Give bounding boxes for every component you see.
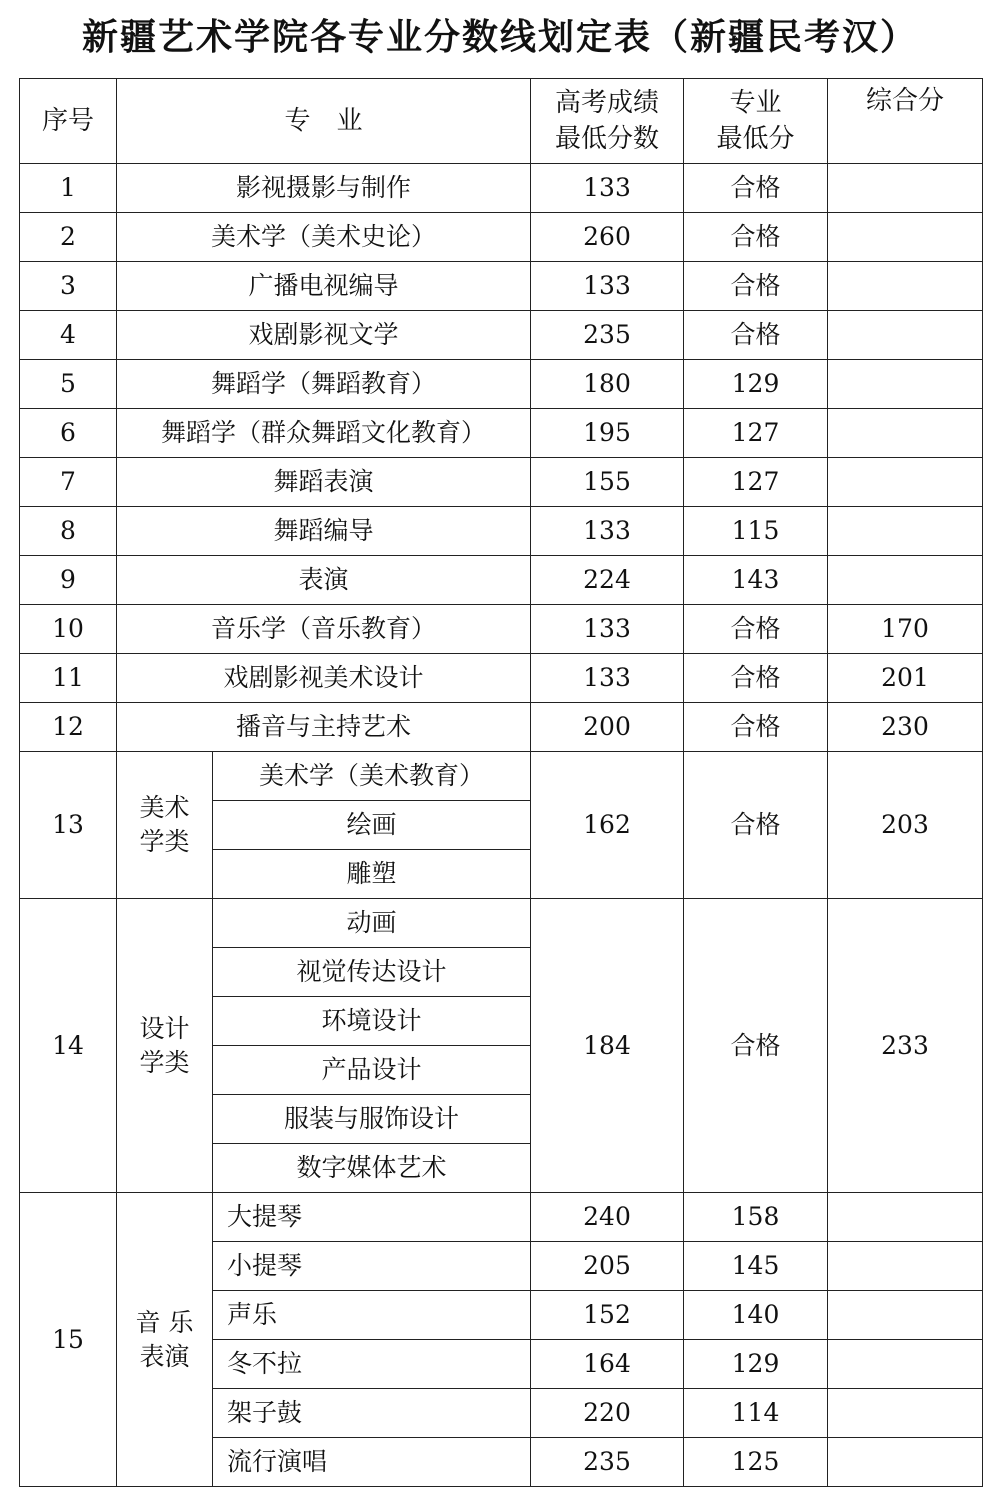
score-table xyxy=(19,78,983,1487)
group-14-index: 14 xyxy=(20,899,117,1193)
row-composite-score xyxy=(828,164,983,213)
row-index: 3 xyxy=(20,262,117,311)
row-professional-score: 127 xyxy=(684,458,828,507)
group-13-major: 美术学（美术教育） xyxy=(213,752,531,801)
row-composite-score: 230 xyxy=(828,703,983,752)
group-15-gaokao-score: 240 xyxy=(531,1193,684,1242)
group-15-category-line1: 音 乐 xyxy=(135,1307,194,1337)
group-13-row xyxy=(20,752,983,801)
row-major: 舞蹈编导 xyxy=(117,507,531,556)
group-15-professional-score: 140 xyxy=(684,1291,828,1340)
group-15-gaokao-score: 235 xyxy=(531,1438,684,1487)
group-13-gaokao-score: 162 xyxy=(531,752,684,899)
row-composite-score xyxy=(828,409,983,458)
row-composite-score xyxy=(828,360,983,409)
group-15-gaokao-score: 205 xyxy=(531,1242,684,1291)
table-row xyxy=(20,213,983,262)
group-15-major: 大提琴 xyxy=(213,1193,531,1242)
row-index: 8 xyxy=(20,507,117,556)
row-index: 7 xyxy=(20,458,117,507)
row-composite-score: 201 xyxy=(828,654,983,703)
header-professional-line1: 专业 xyxy=(729,88,782,118)
row-gaokao-score: 180 xyxy=(531,360,684,409)
row-gaokao-score: 155 xyxy=(531,458,684,507)
group-15-professional-score: 114 xyxy=(684,1389,828,1438)
row-composite-score xyxy=(828,556,983,605)
row-major: 戏剧影视文学 xyxy=(117,311,531,360)
row-composite-score xyxy=(828,458,983,507)
group-15-composite-score xyxy=(828,1389,983,1438)
row-professional-score: 115 xyxy=(684,507,828,556)
row-gaokao-score: 224 xyxy=(531,556,684,605)
row-gaokao-score: 133 xyxy=(531,262,684,311)
group-14-row xyxy=(20,899,983,948)
group-13-composite-score: 203 xyxy=(828,752,983,899)
table-row xyxy=(20,458,983,507)
row-index: 10 xyxy=(20,605,117,654)
row-professional-score: 129 xyxy=(684,360,828,409)
row-index: 1 xyxy=(20,164,117,213)
header-professional xyxy=(684,79,828,164)
group-14-gaokao-score: 184 xyxy=(531,899,684,1193)
table-row xyxy=(20,409,983,458)
group-15-row xyxy=(20,1193,983,1242)
group-14-major: 动画 xyxy=(213,899,531,948)
group-13-major: 雕塑 xyxy=(213,850,531,899)
row-professional-score: 合格 xyxy=(684,605,828,654)
row-major: 美术学（美术史论） xyxy=(117,213,531,262)
group-15-gaokao-score: 220 xyxy=(531,1389,684,1438)
row-index: 11 xyxy=(20,654,117,703)
group-14-category-line2: 学类 xyxy=(139,1047,190,1077)
group-14-category xyxy=(117,899,213,1193)
row-professional-score: 合格 xyxy=(684,703,828,752)
header-gaokao-line1: 高考成绩 xyxy=(555,88,660,118)
group-14-major: 视觉传达设计 xyxy=(213,948,531,997)
header-gaokao-line2: 最低分数 xyxy=(555,124,660,154)
row-index: 12 xyxy=(20,703,117,752)
header-professional-line2: 最低分 xyxy=(716,124,795,154)
group-15-category xyxy=(117,1193,213,1487)
group-14-category-line1: 设计 xyxy=(139,1013,190,1043)
row-professional-score: 143 xyxy=(684,556,828,605)
group-15-composite-score xyxy=(828,1438,983,1487)
row-major: 舞蹈表演 xyxy=(117,458,531,507)
row-index: 6 xyxy=(20,409,117,458)
table-row xyxy=(20,360,983,409)
table-row xyxy=(20,654,983,703)
table-row xyxy=(20,262,983,311)
group-15-professional-score: 125 xyxy=(684,1438,828,1487)
group-13-index: 13 xyxy=(20,752,117,899)
row-professional-score: 合格 xyxy=(684,311,828,360)
row-professional-score: 合格 xyxy=(684,654,828,703)
row-composite-score xyxy=(828,311,983,360)
row-composite-score xyxy=(828,507,983,556)
group-15-professional-score: 129 xyxy=(684,1340,828,1389)
row-gaokao-score: 133 xyxy=(531,507,684,556)
table-row xyxy=(20,605,983,654)
group-13-major: 绘画 xyxy=(213,801,531,850)
row-index: 2 xyxy=(20,213,117,262)
row-gaokao-score: 133 xyxy=(531,654,684,703)
row-professional-score: 合格 xyxy=(684,164,828,213)
row-major: 舞蹈学（群众舞蹈文化教育） xyxy=(117,409,531,458)
group-14-major: 环境设计 xyxy=(213,997,531,1046)
row-gaokao-score: 235 xyxy=(531,311,684,360)
header-gaokao xyxy=(531,79,684,164)
group-15-composite-score xyxy=(828,1340,983,1389)
row-major: 戏剧影视美术设计 xyxy=(117,654,531,703)
row-gaokao-score: 133 xyxy=(531,164,684,213)
table-header-row xyxy=(20,79,983,164)
row-composite-score: 170 xyxy=(828,605,983,654)
row-major: 舞蹈学（舞蹈教育） xyxy=(117,360,531,409)
group-14-major: 产品设计 xyxy=(213,1046,531,1095)
table-row xyxy=(20,311,983,360)
group-13-category xyxy=(117,752,213,899)
group-15-professional-score: 145 xyxy=(684,1242,828,1291)
group-15-composite-score xyxy=(828,1291,983,1340)
group-13-category-line2: 学类 xyxy=(139,827,190,856)
row-professional-score: 127 xyxy=(684,409,828,458)
table-row xyxy=(20,703,983,752)
group-15-gaokao-score: 152 xyxy=(531,1291,684,1340)
row-gaokao-score: 200 xyxy=(531,703,684,752)
row-index: 5 xyxy=(20,360,117,409)
header-index: 序号 xyxy=(20,79,117,164)
group-15-professional-score: 158 xyxy=(684,1193,828,1242)
row-major: 表演 xyxy=(117,556,531,605)
row-index: 4 xyxy=(20,311,117,360)
group-15-major: 流行演唱 xyxy=(213,1438,531,1487)
row-major: 播音与主持艺术 xyxy=(117,703,531,752)
row-professional-score: 合格 xyxy=(684,213,828,262)
row-index: 9 xyxy=(20,556,117,605)
page-title: 新疆艺术学院各专业分数线划定表（新疆民考汉） xyxy=(81,17,918,58)
row-gaokao-score: 260 xyxy=(531,213,684,262)
group-15-major: 声乐 xyxy=(213,1291,531,1340)
group-13-category-line1: 美术 xyxy=(139,793,190,822)
row-professional-score: 合格 xyxy=(684,262,828,311)
row-major: 影视摄影与制作 xyxy=(117,164,531,213)
row-major: 音乐学（音乐教育） xyxy=(117,605,531,654)
table-row xyxy=(20,507,983,556)
group-14-major: 服装与服饰设计 xyxy=(213,1095,531,1144)
row-composite-score xyxy=(828,213,983,262)
header-major: 专 业 xyxy=(117,79,531,164)
row-gaokao-score: 195 xyxy=(531,409,684,458)
group-15-major: 架子鼓 xyxy=(213,1389,531,1438)
group-14-composite-score: 233 xyxy=(828,899,983,1193)
group-15-composite-score xyxy=(828,1242,983,1291)
group-15-composite-score xyxy=(828,1193,983,1242)
table-row xyxy=(20,164,983,213)
row-major: 广播电视编导 xyxy=(117,262,531,311)
header-composite: 综合分 xyxy=(828,79,983,164)
group-15-index: 15 xyxy=(20,1193,117,1487)
group-15-gaokao-score: 164 xyxy=(531,1340,684,1389)
group-15-category-line2: 表演 xyxy=(139,1341,190,1371)
group-15-major: 小提琴 xyxy=(213,1242,531,1291)
group-14-major: 数字媒体艺术 xyxy=(213,1144,531,1193)
group-15-major: 冬不拉 xyxy=(213,1340,531,1389)
row-gaokao-score: 133 xyxy=(531,605,684,654)
row-composite-score xyxy=(828,262,983,311)
table-row xyxy=(20,556,983,605)
group-14-professional-score: 合格 xyxy=(684,899,828,1193)
group-13-professional-score: 合格 xyxy=(684,752,828,899)
